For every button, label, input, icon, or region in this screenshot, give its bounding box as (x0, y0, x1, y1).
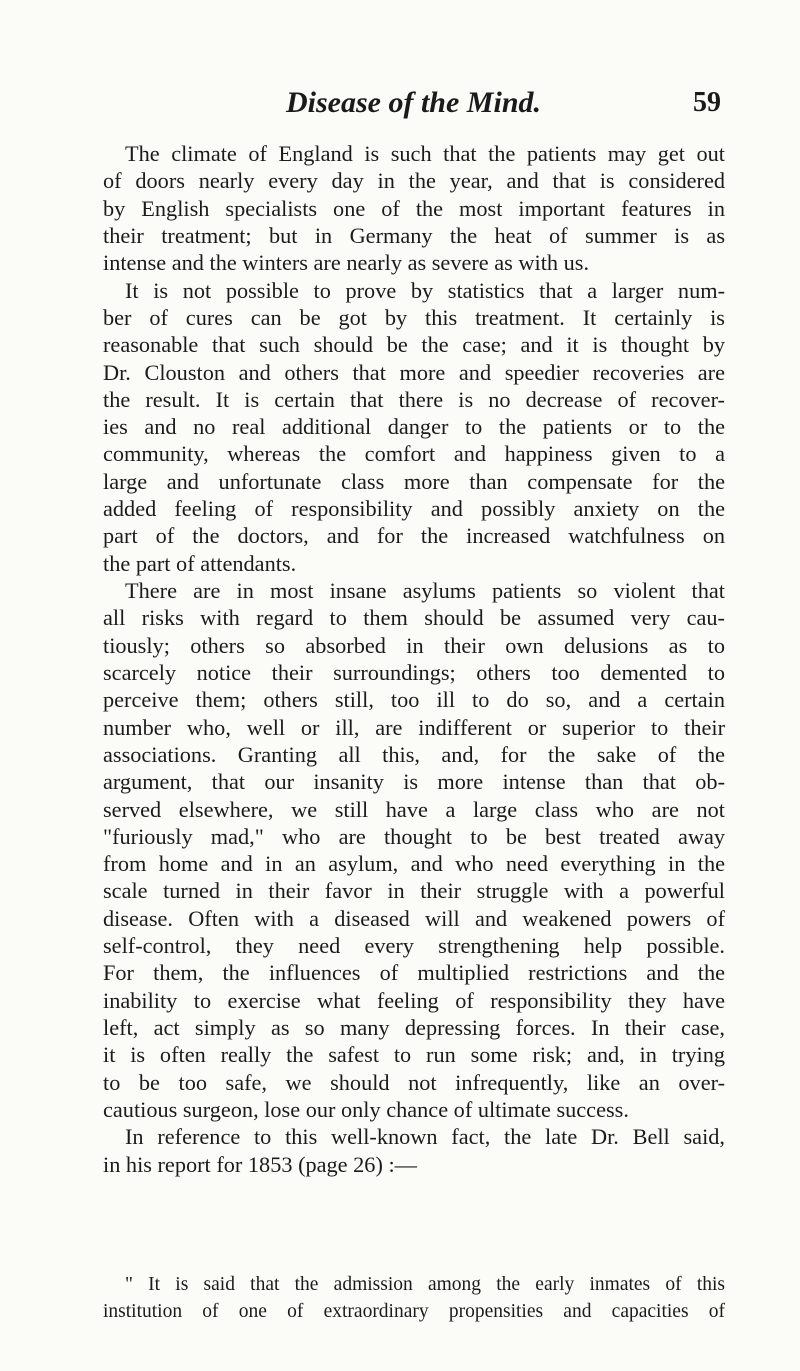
body-text (103, 140, 725, 1178)
text-line: It is not possible to prove by statistics that a larger num- (125, 277, 725, 303)
text-line: ies and no real additional danger to the patients or to the (103, 414, 725, 440)
running-title: Disease of the Mind. (286, 86, 541, 119)
text-line: all risks with regard to them should be assumed very cau- (103, 605, 725, 631)
text-line: argument, that our insanity is more intense than that ob- (103, 769, 725, 795)
text-line: For them, the influences of multiplied restrictions and the (103, 960, 725, 986)
text-line: The climate of England is such that the patients may get out (125, 141, 725, 166)
text-line: part of the doctors, and for the increased watchfulness on (103, 523, 725, 549)
text-line: to be too safe, we should not infrequently, like an over- (103, 1069, 725, 1095)
text-line: tiously; others so absorbed in their own delusions as to (103, 632, 725, 658)
text-line: reasonable that such should be the case; and it is thought by (103, 332, 725, 358)
text-line: "furiously mad," who are thought to be best treated away (103, 823, 725, 849)
text-line: from home and in an asylum, and who need everything in the (103, 851, 725, 877)
text-line: of doors nearly every day in the year, and that is considered (103, 168, 725, 194)
text-line: disease. Often with a diseased will and weakened powers of (103, 905, 725, 931)
text-line: intense and the winters are nearly as severe as with us. (103, 250, 590, 276)
text-line: it is often really the safest to run some risk; and, in trying (103, 1042, 725, 1068)
text-line: perceive them; others still, too ill to do so, and a certain (103, 687, 725, 713)
running-head (0, 83, 800, 123)
text-line: left, act simply as so many depressing forces. In their case, (103, 1015, 725, 1040)
text-line: self-control, they need every strengthening help possible. (103, 933, 725, 959)
text-line: number who, well or ill, are indifferent or superior to their (103, 714, 725, 740)
text-line: scarcely notice their surroundings; others too demented to (103, 659, 725, 685)
text-line: the result. It is certain that there is no decrease of recover- (103, 386, 725, 412)
text-line: associations. Granting all this, and, for the sake of the (103, 741, 725, 767)
text-line: large and unfortunate class more than compensate for the (103, 468, 725, 494)
page-number: 59 (693, 87, 721, 118)
text-line: in his report for 1853 (page 26) :— (103, 1151, 417, 1177)
text-line: There are in most insane asylums patients so violent that (125, 578, 725, 603)
text-line: served elsewhere, we still have a large class who are not (103, 796, 725, 822)
text-line: their treatment; but in Germany the heat of summer is as (103, 222, 725, 248)
text-line: by English specialists one of the most important features in (103, 195, 725, 221)
text-line: inability to exercise what feeling of responsibility they have (103, 987, 725, 1013)
text-line: In reference to this well-known fact, the late Dr. Bell said, (125, 1124, 725, 1150)
text-line: community, whereas the comfort and happiness given to a (103, 441, 725, 467)
text-line: Dr. Clouston and others that more and speedier recoveries are (103, 359, 725, 385)
text-line: cautious surgeon, lose our only chance of ultimate success. (103, 1096, 629, 1122)
text-line: the part of attendants. (103, 550, 297, 576)
quote-line: institution of one of extraordinary propensities and capacities of (103, 1300, 725, 1322)
text-line: ber of cures can be got by this treatment. It certainly is (103, 304, 725, 330)
quote-line: " It is said that the admission among the early inmates of this (125, 1274, 725, 1295)
text-line: added feeling of responsibility and possibly anxiety on the (103, 496, 725, 522)
block-quote (103, 1272, 725, 1325)
text-line: scale turned in their favor in their struggle with a powerful (103, 878, 725, 904)
